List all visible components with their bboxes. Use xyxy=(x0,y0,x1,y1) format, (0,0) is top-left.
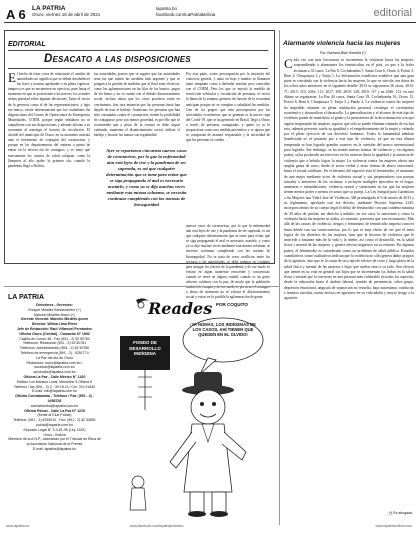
masthead-line: Oficina Potosí - Calle La Paz N° 1215 xyxy=(24,408,85,413)
masthead-line: opiniones@lapatria.com.bo xyxy=(33,370,76,375)
editorial-column-2: las autoridades, puesto que se sugiere que las autoridades sean las que tomen las medidas más urgentes y que se pongan a la gestión de medidas que al final sean efectivas, como las aglomeraciones en las filas de los bancos, pagos de los bonos y no se cuenta con el debido distanciamiento social, incluso ahora que los casos positivos están en crecimiento, hay otra instancia que las personas hasta han dejado de usar el barbijo. Asimismo, las personas que han sido vacunadas contra el coronavirus, tienen la posibilidad de contagiarse, pero con menor gravedad, es por ello que se recomienda que a pesar de la vacuna se debe seguir cuidando, mantener el distanciamiento social, utilizar el barbijo y lavarse las manos con regularidad. xyxy=(94,72,180,138)
masthead-title: LA PATRIA xyxy=(8,294,45,301)
fund-box-label: FONDO DE DESARROLLO INDÍGENA xyxy=(129,340,161,356)
masthead-line: Oruro - Bolivia xyxy=(43,432,66,437)
masthead-line: Teléfono: (591 - 2) 6235010 - Fax: (591 - 2) 62 50891 xyxy=(13,418,96,423)
cartoon-small-figure xyxy=(130,476,146,510)
editorial-column-1: El hecho de estar cerca de reiniciarse el cambio de autoridades no significa que se deben desobedecer las leyes y normas aprobadas o en plena vigencia, tampoco es que se encuentren en ejercicio, pues hasta el momento en que se posesionen a las nuevas, los actuales tienen potestad sobre algunas decisiones. Tanto el sector de la gerencia como el de las representaciones, y bajo ese marco, existe determinación que los ciudadanos las disposiciones del Centro de Operaciones de Emergencia Municipales, COEM, porque según señalaron no se cumplieron con sus disposiciones y además afectan a su economía al restringir el horario de circulación. El alcalde del municipio de Oruro, en su momento instruía ante el incremento de contagios del coronavirus, y porque en los departamentos del entorno a punto de entrar en la tercera ola de contagios, y se tomó que nuevamente los centros de salud colapsen, como la llamaron al alto poder la primera ola, cuando la pandemia llegó a Bolivia. xyxy=(8,70,90,168)
masthead-line: Enrique Miralles Bonnecarrère (+) xyxy=(28,307,81,312)
masthead-line: Directores - Gerentes: xyxy=(36,303,73,307)
masthead-line: Edificio Los Mansos Local, Mezanine 4 Oficina 8 xyxy=(16,379,93,384)
masthead-line: Oficina Cochabamba - Teléfono / Fax: (591 - 4) - 4458726 xyxy=(15,394,94,403)
masthead-line: cochabamba@lapatria.com.bo xyxy=(30,403,79,408)
header-divider xyxy=(4,22,416,23)
masthead-line: Teléfono de emergencia (591 - 2) - 5251774 xyxy=(20,350,89,355)
cartoon-brand: Reades xyxy=(148,299,213,318)
editorial-title: Desacato a las disposiciones xyxy=(44,53,191,65)
masthead-line: Oficina Oruro (Central) - Camacho N° 1892 xyxy=(19,331,90,336)
masthead-line: E-mail: lapatria@lapatria.bo xyxy=(32,446,77,451)
article-signature: (*) Es abogada xyxy=(388,511,412,515)
editorial-pull-quote: Ayer se reportaron cincuenta nuevos casos de coronavirus, por lo que la enfermedad aún está lejos de irse y la pandemia de ser superada, es así que cualquier determinación que se tome para evitar que se siga propagando el mal es necesario acatarlo, y como ya se dijo muchas veces mediante esta misma columna, se necesita continuar cumpliendo con las normas de bioseguridad xyxy=(106,148,187,207)
editorial-label: EDITORIAL xyxy=(8,41,46,48)
masthead-line: Miembro de la A.N.P., autorizado por el Tribunal de Ética de la Asociación Nacional de la Prensa xyxy=(8,437,101,447)
cartoon-character xyxy=(170,372,246,517)
cartoon-credit: POR COQUITO xyxy=(216,302,248,307)
masthead-line: Teléfonos: Administración (591 - 2) 52 50780 xyxy=(19,346,90,351)
section-name: editorial xyxy=(373,7,412,19)
masthead-line: E-mail: info@lapatria.com.bo xyxy=(32,389,77,394)
page-number: A 6 xyxy=(6,7,26,22)
masthead-line: potosi@lapatria.com.bo xyxy=(36,422,73,427)
masthead-line: Oficina La Paz - Calle México N° 1420 xyxy=(23,374,86,379)
masthead-line: Redacción: oruro@lapatria.com.bo / sucesos@lapatria.com.bo xyxy=(26,360,83,370)
footer-online[interactable]: www.lapatriaenlinea.com xyxy=(375,524,412,528)
masthead-line: Teléfono / fax (591 - 2) 2 - 39 18 13 / Cel. 761 91840 xyxy=(13,384,96,389)
masthead-line: Depósito Legal N° 3-3-81-95 (Ley 1322) xyxy=(23,427,86,432)
facebook-link[interactable]: facebook.com/LaPatriaBolivia xyxy=(156,12,216,17)
editorial-bottom-text: nuevos casos de coronavirus, por lo que la enfermedad aún está lejos de irse y la pandemia de ser superada, es así que cualquier determinación que se tome para evitar que se siga propagando el mal es necesario acatarlo, y como ya se dijo muchas veces mediante esta misma columna, se necesita continuar cumpliendo con las normas de bioseguridad. No se trata de crear conflictos entre los sectores y las autoridades, se debe trabajar en conjunto para mitigar los efectos de la pandemia y de ese modo se evitará en algún momento retroceder y concienciar, cuando se retire en alguna ciudad, cuando es un gesto adverso colabora con la paz, de modo que la población también lo cumpla y de ese modo se previene el contagio, y ahora de momento no se evitará el distanciamiento social y evitar en lo posible la aglomeración de gente. xyxy=(186,224,270,300)
masthead-line: Casilla de Correo 48 - Fax (591 - 2) 52 50782 xyxy=(19,336,90,341)
lower-section-rule xyxy=(4,286,279,287)
masthead-line: Marcelo Miralles Bravo (+) xyxy=(34,312,75,317)
footer-facebook[interactable]: www.facebook.com/lapatriaperiodico xyxy=(130,524,184,528)
column-divider xyxy=(279,30,280,525)
editorial-rule-top xyxy=(8,50,268,51)
footer-website[interactable]: www.lapatria.bo xyxy=(6,524,30,528)
masthead-line: Director: Wilma Lima Pérez xyxy=(31,322,78,327)
editorial-cartoon xyxy=(108,292,278,521)
article-body: Cada vez con más frecuencia se incrementa la violencia hacia las mujeres, sorprendiendo a alarmantes los feminicidios en el país, ya que a la fecha alcanzan a 33 casos. La Paz 8, Cochabamba 7, Santa Cruz 6, Oruro 4, Potosí 3, Beni 2, Chuquisaca 2 y Tarija 1. La Información estadística establece que una gran parte es vinculada con la violencia hacia las mujeres, lo que se vincula con datos de los ochos años anteriores en el siguiente detalle: 2013 se registraron 26 casos; 2014: 71; 2015: 110; 2016: 111; 2017: 109; 2018: 128; 2019: 117 y en 2020: 113, en este último se registraron: La Paz 44 casos, Santa Cruz 19, Cochabamba 16, Oruro 13, Potosí 6, Beni 6, Chuquisaca 5, Tarija 2 y Pando 2. La violencia contra las mujeres ha impedido alcanzar su plena realización personal, restringir el crecimiento económico y obstaculizar el desarrollo. La generalización y el alcance de este tipo de violencia ponen de manifiesto el grado y la persistencia de la discriminación con que siguen tropezando las mujeres, aspecto que sólo se puede eliminar tratando de excluir esta, además prevenir, tutela su igualdad y el empoderamiento de la mujer y velando por el pleno ejercicio de sus derechos humanos. Todos la humanidad admitan beneficiada se vé pasando por a este tipo de violencia, ya que en esta última temporada se han logrado grandes avances en la cuestión del marco internacional para lograrlo. Sin embargo, se ha tenido nuevas formas de violencia y, en algunos países, se ha producido un retroceso en los avances hacia la igualdad y la ausencia de violencia que a bebido lograr la mujer. La violencia contra las mujeres afecta una amplia gama de actos, desde el acoso verbal y otras formas de abuso emocional, hasta el sexual cotidiano. En el extremo del espectro está el feminicidio, el asesinato de una mujer mediante actos de violencia sexual y sus perpetradores son parejas actuales o anteriores de las víctimas, o incluyen múltiples episodios en el hogar, amenazas e intimidaciones, violencia sexual y situaciones en las que las mujeres tienen menos poder o menos recursos que su pareja. La Ley Integral para Garantizar a las Mujeres una Vida Libre de Violencia, 348 promulgada el 9 de marzo de 2013 y su reglamento, aprobado con ese decreto, mediante Decreto Supremo 2145, incorpora dentro de su cuerpo legal el delito de feminicidio con una condena máxima de 30 años de prisión, sin derecho a indulto, en ese caso, la sancionan y como la violencia hacia las mujeres se acaba, al contrario, pareciera que van en aumento. Más allá de las causas de violencia, riesgos y feminismo de feminicidio importa conocer hasta dónde van sus consecuencias, por lo que es muy efecto de ver que el tema lógica de los derechos de las mujeres, sino que la historia de violencia que le antecede a bastante más de la vida y la mente, así como el desarrollo, en la salud física y mental de las mujeres, y genera efectos negativos en su entorno. En algunos países, el feminicidio es considerado como un problema de salud pública. Estudios cuantitativos como cualitativos indican que la violencia no sólo genera daños propios de la agresión, sino que es la causa de otro tipo de efectos de corto y largo plazo en la salud física y mental de las mujeres e hijos que suelen estar a su lado. Son efectos que tienen en su vida en general sus hijos que se incrementan los daños en la salud física y mental que la convierte en una persona más vulnerable en todos los aspectos, desde la educación hasta el ámbito laboral, sentido de pertenencia, sobre grupo, depresión emocional, angustia de separación no resuelta, baja autoestima, conductas e intentos suicidas, tornar incluso en agresores en su vida adulta y mayor riesgo a la agresión. xyxy=(284,56,414,301)
masthead-details xyxy=(8,303,101,452)
issue-date: Oruro, viernes 16 de abril de 2021 xyxy=(32,12,101,17)
masthead-line: La Paz del día de Oruro xyxy=(35,355,74,360)
website-link[interactable]: lapatria.bo xyxy=(156,6,178,11)
editorial-rule-bottom xyxy=(8,68,268,69)
editorial-column-3: Por esta parte, existe preocupación por la situación del comercio general, y tanto en bajo y tambos se llamaron tanto temprano como a defender muchas pero coinciden con el COEM. Pero los que se mostró la medida de restricción vehicular y circulación de personas, el sector la llama de la semana, gremios de fuerzas de la economía anticipan porque no se cumplan a cabalidad las medidas. Uno de los grupos que más preocupación por las actividades económicas que se generan es la nueva cepa del Covid-19, que se ha generado en Brasil, llegó a Oruro a través de personas contagiadas, y quien ya se le proporciona como una medida preventiva y se quiera que se comportan de manera responsable y la necesidad de que las personas se cuiden. xyxy=(186,72,270,143)
masthead-line: Jefe de Redacción: Raúl Villarroel Fernández xyxy=(17,326,92,331)
masthead-line: Teléfonos: Redacción (591 - 2) 52 50781 xyxy=(22,341,87,346)
cartoon-brand-mark xyxy=(136,298,212,318)
article-author: Por: Barbara Blair Heredia (*) xyxy=(320,51,366,55)
article-title: Alarmante violencia hacia las mujeres xyxy=(283,40,401,47)
masthead-line: Gerente General: Marcelo Miralles Iporre xyxy=(20,317,89,322)
masthead-line: (frente al Club Potosí) xyxy=(37,413,72,418)
speech-bubble-text: ¡YA NOMÁS, LOS INDÍGENAS DE LOS CASOS, AHÍ TIENEN QUE QUEDEN EN EL OLVIDO! xyxy=(190,322,256,338)
newspaper-name: LA PATRIA xyxy=(32,5,66,12)
